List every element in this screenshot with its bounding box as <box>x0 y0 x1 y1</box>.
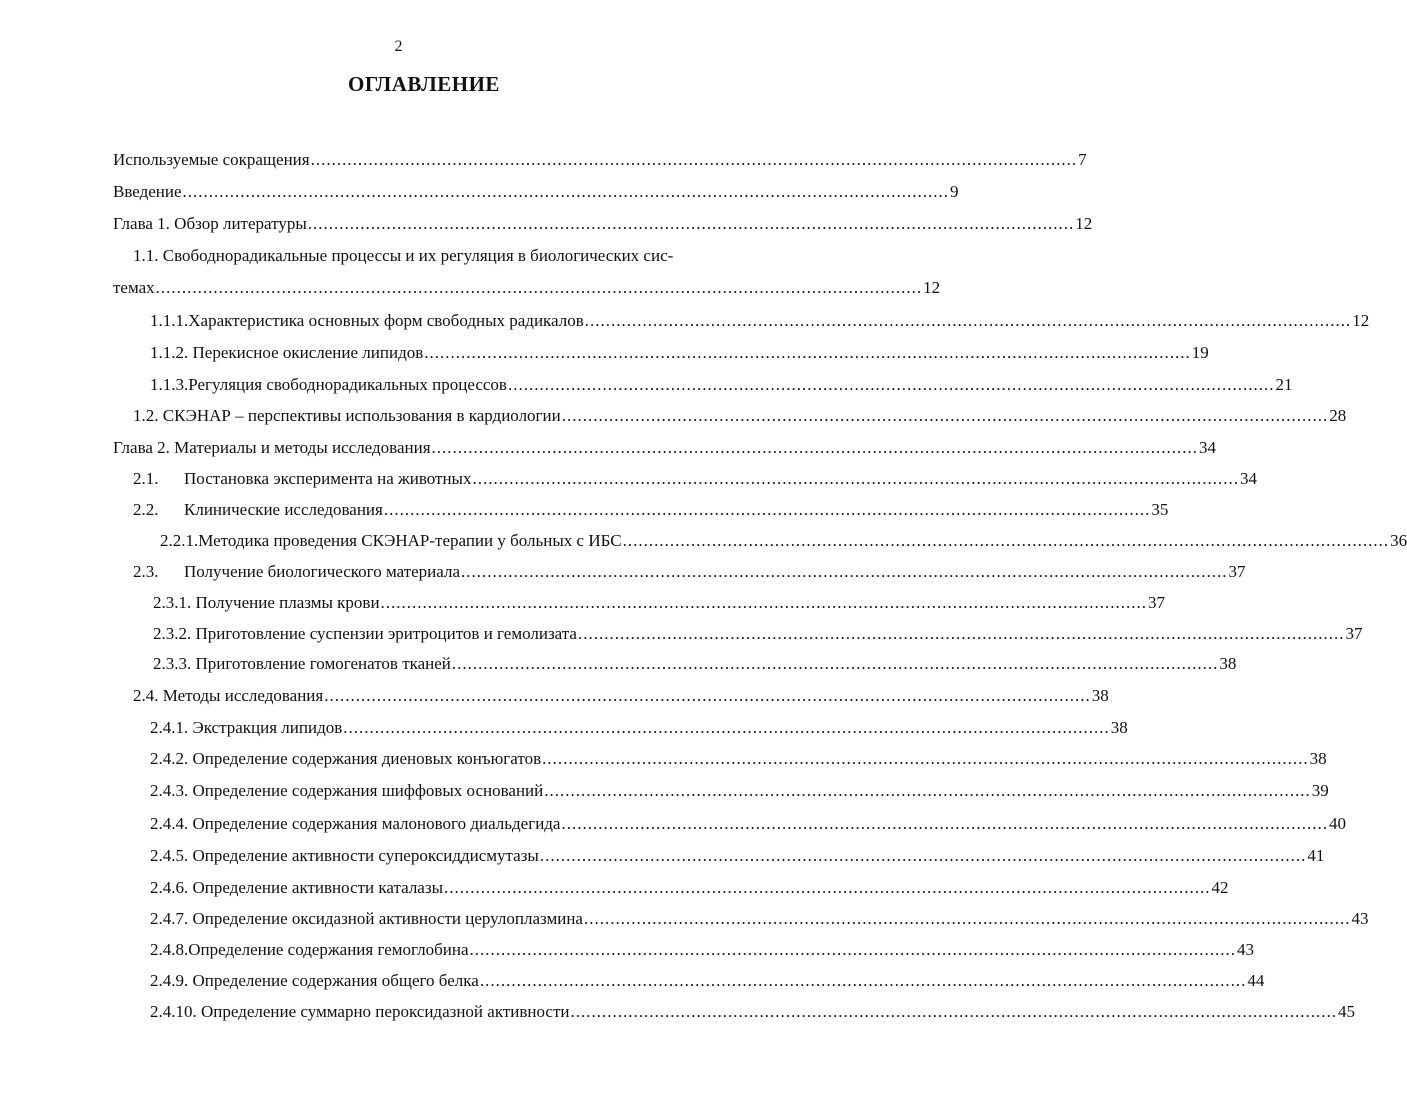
toc-entry-label: 2.4. Методы исследования <box>133 686 324 705</box>
page-number: 2 <box>394 38 403 55</box>
dot-leader: .................................................................................................................................................. <box>539 846 1307 865</box>
dot-leader: .................................................................................................................................................. <box>544 781 1311 800</box>
dot-leader: .................................................................................................................................................. <box>451 654 1219 673</box>
dot-leader: .................................................................................................................................................. <box>380 593 1148 612</box>
toc-entry-page: 12 <box>1352 311 1370 330</box>
dot-leader: .................................................................................................................................................. <box>155 278 923 297</box>
toc-entry-page: 37 <box>1148 593 1166 612</box>
toc-entry-page: 43 <box>1351 909 1369 928</box>
toc-entry[interactable] <box>150 844 1325 868</box>
toc-entry-page: 42 <box>1211 878 1229 897</box>
toc-entry-page: 9 <box>950 182 959 201</box>
toc-entry-page: 7 <box>1078 150 1087 169</box>
dot-leader: .................................................................................................................................................. <box>383 500 1151 519</box>
toc-entry-label: Глава 1. Обзор литературы <box>113 214 307 233</box>
toc-entry-label: 2.4.8.Определение содержания гемоглобина <box>150 940 469 959</box>
toc-entry-label: 2.4.2. Определение содержания диеновых конъюгатов <box>150 749 542 768</box>
dot-leader: .................................................................................................................................................. <box>461 562 1228 581</box>
toc-entry[interactable] <box>150 969 1265 993</box>
toc-entry[interactable] <box>150 779 1329 803</box>
toc-entry[interactable] <box>133 498 1169 522</box>
dot-leader: .................................................................................................................................................. <box>479 971 1247 990</box>
toc-entry-label: 2.2. Клинические исследования <box>133 500 383 519</box>
toc-entry-label: 2.4.7. Определение оксидазной активности церулоплазмина <box>150 909 583 928</box>
dot-leader: .................................................................................................................................................. <box>472 469 1239 488</box>
toc-entry[interactable] <box>150 373 1293 397</box>
dot-leader: .................................................................................................................................................. <box>444 878 1211 897</box>
toc-entry[interactable] <box>133 404 1347 428</box>
toc-entry[interactable] <box>150 876 1229 900</box>
dot-leader: .................................................................................................................................................. <box>577 624 1345 643</box>
toc-entry-page: 38 <box>1219 654 1237 673</box>
toc-entry-label: Глава 2. Материалы и методы исследования <box>113 438 431 457</box>
dot-leader: .................................................................................................................................................. <box>343 718 1110 737</box>
toc-entry[interactable] <box>150 309 1370 333</box>
toc-entry-page: 38 <box>1110 718 1128 737</box>
dot-leader: .................................................................................................................................................. <box>431 438 1199 457</box>
toc-entry-label: 2.3.2. Приготовление суспензии эритроцитов и гемолизата <box>153 624 577 643</box>
toc-entry[interactable] <box>133 467 1257 491</box>
toc-entry-label: 1.1.2. Перекисное окисление липидов <box>150 343 424 362</box>
toc-entry-page: 38 <box>1309 749 1327 768</box>
dot-leader: .................................................................................................................................................. <box>622 531 1390 550</box>
toc-entry-page: 45 <box>1338 1002 1356 1021</box>
toc-entry-page: 43 <box>1237 940 1255 959</box>
toc-entry-label: Используемые сокращения <box>113 150 310 169</box>
toc-entry[interactable] <box>150 1000 1356 1024</box>
toc-entry[interactable] <box>113 436 1217 460</box>
toc-entry-page: 12 <box>923 278 941 297</box>
dot-leader: .................................................................................................................................................. <box>307 214 1075 233</box>
toc-entry[interactable] <box>113 212 1093 236</box>
dot-leader: .................................................................................................................................................. <box>310 150 1078 169</box>
toc-entry-page: 28 <box>1329 406 1347 425</box>
toc-entry-label: темах <box>113 278 155 297</box>
toc-entry-label-line1[interactable]: 1.1. Свободнорадикальные процессы и их регуляция в биологических сис- <box>133 246 674 265</box>
toc-entry[interactable] <box>150 747 1327 771</box>
toc-entry-label: 1.1.3.Регуляция свободнорадикальных процессов <box>150 375 507 394</box>
toc-entry-page: 41 <box>1307 846 1325 865</box>
toc-entry-page: 34 <box>1199 438 1217 457</box>
dot-leader: .................................................................................................................................................. <box>507 375 1275 394</box>
toc-entry-page: 40 <box>1328 814 1346 833</box>
toc-entry[interactable] <box>153 622 1363 646</box>
toc-entry-label: 2.3.3. Приготовление гомогенатов тканей <box>153 654 451 673</box>
toc-entry-label: 1.2. СКЭНАР – перспективы использования в кардиологии <box>133 406 561 425</box>
toc-entry-label: 2.2.1.Методика проведения СКЭНАР-терапии у больных с ИБС <box>160 531 622 550</box>
toc-entry-label: 1.1.1.Характеристика основных форм свободных радикалов <box>150 311 584 330</box>
toc-entry[interactable] <box>113 180 959 204</box>
toc-entry[interactable] <box>150 716 1128 740</box>
toc-entry-label: 2.4.3. Определение содержания шиффовых оснований <box>150 781 544 800</box>
dot-leader: .................................................................................................................................................. <box>424 343 1191 362</box>
toc-entry-label: 2.4.5. Определение активности супероксиддисмутазы <box>150 846 539 865</box>
toc-entry-label: 2.4.9. Определение содержания общего белка <box>150 971 479 990</box>
toc-entry[interactable] <box>150 341 1209 365</box>
toc-entry-label: 2.1. Постановка эксперимента на животных <box>133 469 472 488</box>
toc-entry[interactable] <box>150 938 1255 962</box>
dot-leader: .................................................................................................................................................. <box>469 940 1237 959</box>
toc-entry-label: 2.4.6. Определение активности каталазы <box>150 878 443 897</box>
dot-leader: .................................................................................................................................................. <box>324 686 1091 705</box>
dot-leader: .................................................................................................................................................. <box>561 814 1328 833</box>
toc-entry-page: 44 <box>1247 971 1265 990</box>
toc-entry[interactable] <box>113 276 941 300</box>
toc-entry[interactable] <box>153 652 1237 676</box>
page-title: ОГЛАВЛЕНИЕ <box>348 72 500 96</box>
toc-entry-page: 38 <box>1091 686 1109 705</box>
toc-entry[interactable] <box>113 148 1087 172</box>
toc-entry[interactable] <box>133 560 1246 584</box>
dot-leader: .................................................................................................................................................. <box>542 749 1309 768</box>
toc-entry-page: 12 <box>1075 214 1093 233</box>
toc-entry[interactable] <box>133 684 1109 708</box>
toc-entry[interactable] <box>153 591 1166 615</box>
toc-entry[interactable] <box>160 529 1407 553</box>
toc-entry-label: 2.3.1. Получение плазмы крови <box>153 593 380 612</box>
toc-entry-label: 2.3. Получение биологического материала <box>133 562 461 581</box>
toc-entry-label: Введение <box>113 182 182 201</box>
toc-entry-page: 37 <box>1228 562 1246 581</box>
toc-entry[interactable] <box>150 812 1346 836</box>
dot-leader: .................................................................................................................................................. <box>584 311 1352 330</box>
toc-entry-page: 36 <box>1390 531 1407 550</box>
dot-leader: .................................................................................................................................................. <box>561 406 1329 425</box>
toc-entry-label: 2.4.4. Определение содержания малонового диальдегида <box>150 814 561 833</box>
toc-entry-label: 2.4.1. Экстракция липидов <box>150 718 343 737</box>
toc-entry-page: 19 <box>1191 343 1209 362</box>
toc-entry-page: 37 <box>1345 624 1363 643</box>
toc-entry-page: 35 <box>1151 500 1169 519</box>
toc-entry[interactable] <box>150 907 1369 931</box>
toc-entry-label: 2.4.10. Определение суммарно пероксидазной активности <box>150 1002 570 1021</box>
toc-entry-page: 21 <box>1275 375 1293 394</box>
dot-leader: .................................................................................................................................................. <box>182 182 950 201</box>
toc-entry-page: 34 <box>1239 469 1257 488</box>
dot-leader: .................................................................................................................................................. <box>583 909 1351 928</box>
toc-entry-page: 39 <box>1311 781 1329 800</box>
dot-leader: .................................................................................................................................................. <box>570 1002 1338 1021</box>
